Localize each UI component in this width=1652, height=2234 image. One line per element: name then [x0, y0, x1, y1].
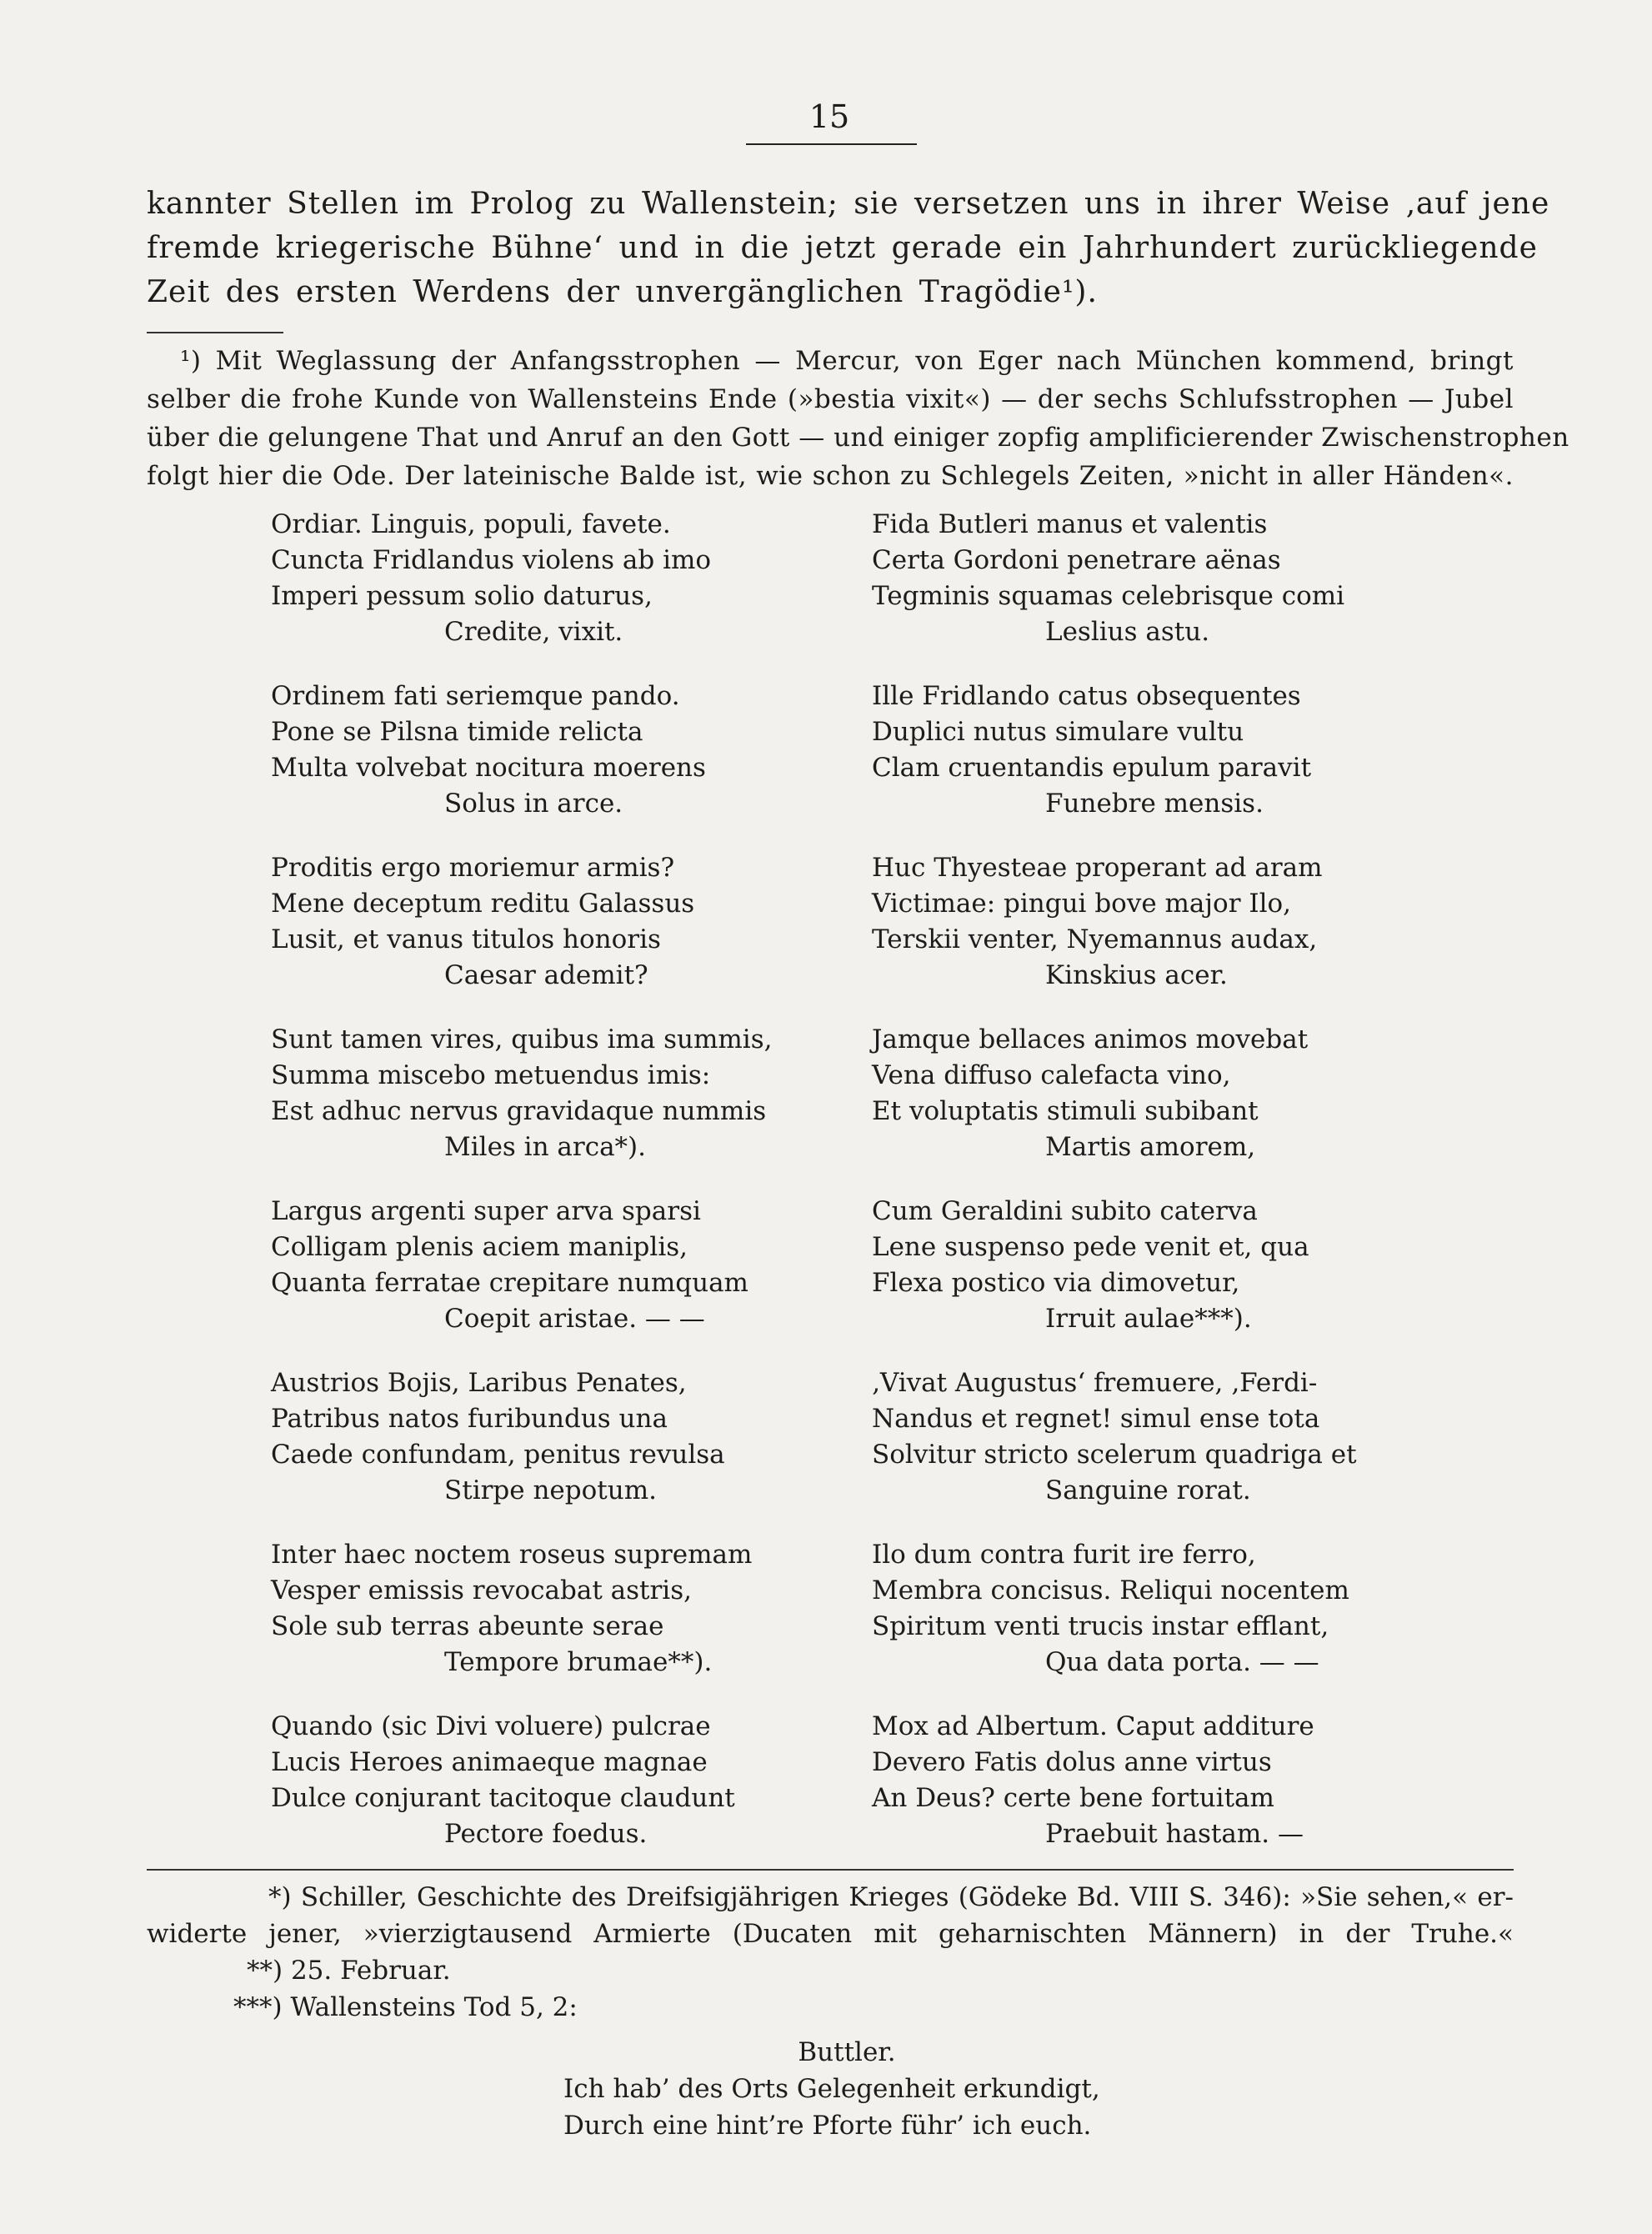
footnotes	[147, 1879, 1514, 2144]
quote-line: Durch eine hint’re Pforte führ’ ich euch.	[563, 2111, 1092, 2141]
stanza	[271, 679, 854, 822]
verse-line: Mene deceptum reditu Galassus	[271, 889, 695, 919]
verse-line: Lusit, et vanus titulos honoris	[271, 924, 661, 954]
stanza	[872, 1537, 1455, 1681]
verse-line: Tegminis squamas celebrisque comi	[872, 581, 1345, 611]
verse-line: Sole sub terras abeunte serae	[271, 1611, 664, 1641]
verse-line: Nandus et regnet! simul ense tota	[872, 1404, 1320, 1434]
stanza	[271, 1709, 854, 1852]
verse-line: Caesar ademit?	[444, 960, 648, 990]
verse-line: Stirpe nepotum.	[444, 1475, 657, 1505]
verse-line: Dulce conjurant tacitoque claudunt	[271, 1783, 735, 1813]
footnote-line: folgt hier die Ode. Der lateinische Balde ist, wie schon zu Schlegels Zeiten, »nicht in aller Händen«.	[147, 461, 1514, 491]
verse-line: Vena diffuso calefacta vino,	[872, 1060, 1231, 1090]
verse-line: Funebre mensis.	[1045, 789, 1264, 819]
verse-line: Largus argenti super arva sparsi	[271, 1196, 701, 1226]
ode-left-column	[271, 507, 854, 1881]
verse-line: Ilo dum contra furit ire ferro,	[872, 1540, 1256, 1570]
stanza	[872, 1194, 1455, 1337]
verse-line: ‚Vivat Augustus‘ fremuere, ‚Ferdi-	[872, 1368, 1318, 1398]
footnote-star: *) Schiller, Geschichte des Dreifsigjährigen Krieges (Gödeke Bd. VIII S. 346): »Sie sehen,« er-	[268, 1882, 1514, 1912]
footnote-line: über die gelungene That und Anruf an den Gott — und einiger zopfig amplificierender Zwischenstrophen	[147, 423, 1569, 453]
stanza	[271, 507, 854, 650]
page-number: 15	[808, 98, 850, 135]
verse-line: Kinskius acer.	[1045, 960, 1228, 990]
verse-line: Ordinem fati seriemque pando.	[271, 681, 680, 711]
verse-line: Sunt tamen vires, quibus ima summis,	[271, 1024, 773, 1054]
stanza	[872, 850, 1455, 994]
verse-line: Miles in arca*).	[444, 1132, 647, 1162]
footnotes-rule	[147, 1869, 1514, 1871]
verse-line: Irruit aulae***).	[1045, 1304, 1252, 1334]
stanza	[271, 1022, 854, 1165]
stanza	[271, 1365, 854, 1509]
verse-line: Solus in arce.	[444, 789, 623, 819]
stanza	[872, 1022, 1455, 1165]
stanza	[271, 1194, 854, 1337]
stanza	[872, 507, 1455, 650]
verse-line: Qua data porta. — —	[1045, 1647, 1319, 1677]
stanza	[872, 1365, 1455, 1509]
verse-line: Victimae: pingui bove major Ilo,	[872, 889, 1292, 919]
intro-line: Zeit des ersten Werdens der unvergänglichen Tragödie¹).	[147, 275, 1098, 309]
verse-line: Tempore brumae**).	[444, 1647, 713, 1677]
stanza	[271, 850, 854, 994]
verse-line: Flexa postico via dimovetur,	[872, 1268, 1240, 1298]
verse-line: Quando (sic Divi voluere) pulcrae	[271, 1711, 711, 1741]
footnote-line: selber die frohe Kunde von Wallensteins Ende (»bestia vixit«) — der sechs Schlufsstrophen — Jubel	[147, 384, 1514, 414]
verse-line: Mox ad Albertum. Caput additure	[872, 1711, 1314, 1741]
quote-line: Ich hab’ des Orts Gelegenheit erkundigt,	[563, 2074, 1100, 2104]
ode-right-column	[872, 507, 1455, 1881]
verse-line: Sanguine rorat.	[1045, 1475, 1251, 1505]
verse-line: Solvitur stricto scelerum quadriga et	[872, 1440, 1357, 1470]
verse-line: Cum Geraldini subito caterva	[872, 1196, 1258, 1226]
verse-line: Certa Gordoni penetrare aënas	[872, 545, 1281, 575]
verse-line: Caede confundam, penitus revulsa	[271, 1440, 725, 1470]
verse-line: Membra concisus. Reliqui nocentem	[872, 1575, 1349, 1605]
verse-line: Imperi pessum solio daturus,	[271, 581, 653, 611]
verse-line: Fida Butleri manus et valentis	[872, 509, 1268, 539]
intro-paragraph	[147, 182, 1550, 314]
verse-line: Patribus natos furibundus una	[271, 1404, 668, 1434]
quote-speaker: Buttler.	[798, 2037, 896, 2067]
verse-line: Lene suspenso pede venit et, qua	[872, 1232, 1309, 1262]
verse-line: Credite, vixit.	[444, 617, 623, 647]
stanza	[872, 679, 1455, 822]
verse-line: Et voluptatis stimuli subibant	[872, 1096, 1259, 1126]
verse-line: Austrios Bojis, Laribus Penates,	[271, 1368, 687, 1398]
verse-line: Praebuit hastam. —	[1045, 1819, 1304, 1849]
verse-line: Spiritum venti trucis instar efflant,	[872, 1611, 1329, 1641]
footnote-rule	[147, 332, 283, 333]
verse-line: Clam cruentandis epulum paravit	[872, 753, 1312, 783]
verse-line: Quanta ferratae crepitare numquam	[271, 1268, 748, 1298]
stanza	[271, 1537, 854, 1681]
verse-line: Ille Fridlando catus obsequentes	[872, 681, 1301, 711]
footnote-line: ¹) Mit Weglassung der Anfangsstrophen — Mercur, von Eger nach München kommend, bringt	[180, 346, 1514, 376]
header-rule	[746, 143, 917, 145]
verse-line: Huc Thyesteae properant ad aram	[872, 853, 1323, 883]
intro-line: kannter Stellen im Prolog zu Wallenstein; sie versetzen uns in ihrer Weise ‚auf jene	[147, 187, 1550, 221]
verse-line: Pectore foedus.	[444, 1819, 648, 1849]
verse-line: Cuncta Fridlandus violens ab imo	[271, 545, 712, 575]
footnote-1	[147, 342, 1569, 495]
verse-line: Est adhuc nervus gravidaque nummis	[271, 1096, 767, 1126]
verse-line: Coepit aristae. — —	[444, 1304, 705, 1334]
verse-line: Duplici nutus simulare vultu	[872, 717, 1244, 747]
verse-line: Inter haec noctem roseus supremam	[271, 1540, 753, 1570]
verse-line: Lucis Heroes animaeque magnae	[271, 1747, 708, 1777]
verse-line: Colligam plenis aciem maniplis,	[271, 1232, 688, 1262]
stanza	[872, 1709, 1455, 1852]
verse-line: Ordiar. Linguis, populi, favete.	[271, 509, 671, 539]
footnote-double-star: **) 25. Februar.	[247, 1956, 451, 1986]
verse-line: Martis amorem,	[1045, 1132, 1256, 1162]
intro-line: fremde kriegerische Bühne‘ und in die jetzt gerade ein Jahrhundert zurückliegende	[147, 231, 1538, 265]
verse-line: Devero Fatis dolus anne virtus	[872, 1747, 1272, 1777]
verse-line: Multa volvebat nocitura moerens	[271, 753, 706, 783]
verse-line: Terskii venter, Nyemannus audax,	[872, 924, 1318, 954]
footnote-star-cont: widerte jener, »vierzigtausend Armierte (Ducaten mit geharnischten Männern) in der Truhe.«	[147, 1919, 1514, 1949]
footnote-triple-star: ***) Wallensteins Tod 5, 2:	[233, 1992, 578, 2022]
verse-line: An Deus? certe bene fortuitam	[872, 1783, 1274, 1813]
verse-line: Leslius astu.	[1045, 617, 1210, 647]
verse-line: Summa miscebo metuendus imis:	[271, 1060, 711, 1090]
verse-line: Jamque bellaces animos movebat	[872, 1024, 1309, 1054]
verse-line: Pone se Pilsna timide relicta	[271, 717, 643, 747]
verse-line: Vesper emissis revocabat astris,	[271, 1575, 692, 1605]
verse-line: Proditis ergo moriemur armis?	[271, 853, 675, 883]
